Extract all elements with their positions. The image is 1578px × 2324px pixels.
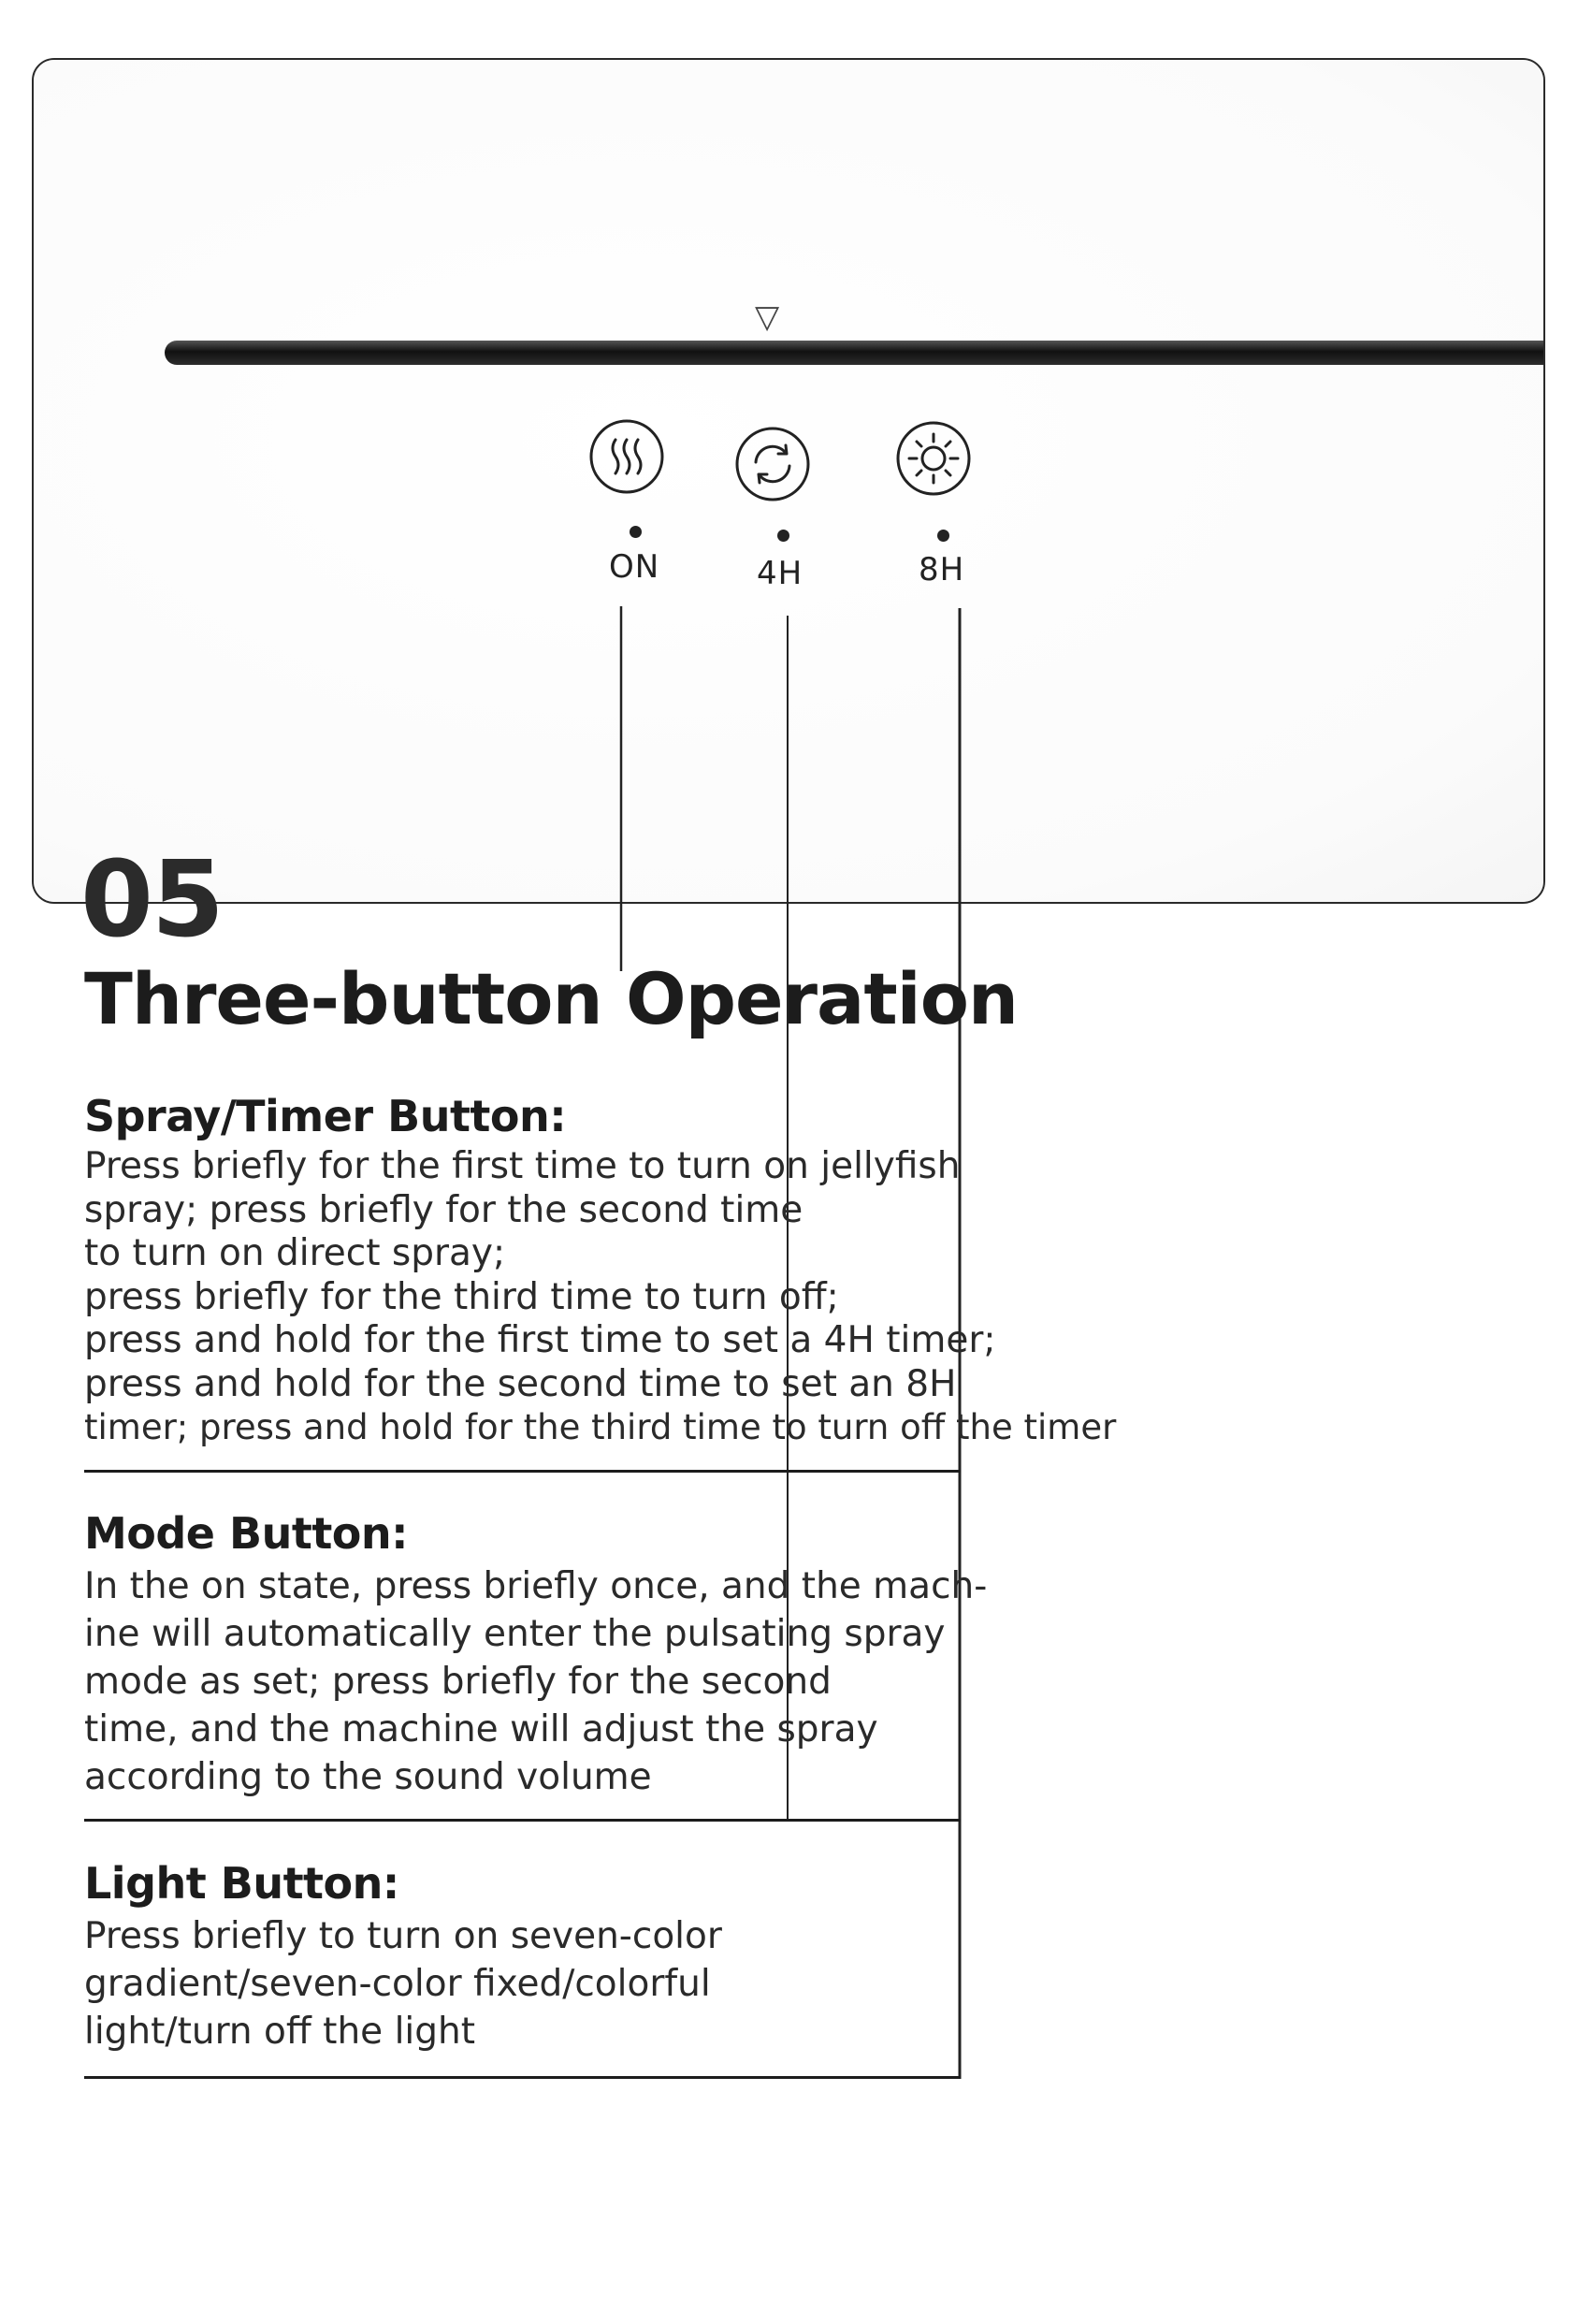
mode-button-label: 4H: [757, 555, 803, 592]
section-line: gradient/seven-color fixed/colorful: [84, 1963, 711, 2005]
section-title: Light Button:: [84, 1858, 399, 1909]
section-line: Press briefly for the first time to turn on jellyfish: [84, 1145, 961, 1187]
section-line: timer; press and hold for the third time to turn off the timer: [84, 1407, 1117, 1447]
section-line: Press briefly to turn on seven-color: [84, 1915, 722, 1957]
spray-waves-icon[interactable]: [587, 417, 666, 496]
section-line: press and hold for the first time to set a 4H timer;: [84, 1319, 996, 1361]
triangle-marker-icon: ▽: [755, 298, 780, 336]
section-line: ine will automatically enter the pulsating spray: [84, 1613, 946, 1655]
light-button-label: 8H: [919, 551, 965, 588]
section-line: mode as set; press briefly for the second: [84, 1661, 832, 1703]
humidifier-seam: [165, 341, 1545, 365]
section-line: time, and the machine will adjust the spray: [84, 1708, 878, 1750]
cycle-arrows-icon[interactable]: [733, 425, 812, 503]
section-title: Spray/Timer Button:: [84, 1091, 567, 1141]
section-line: light/turn off the light: [84, 2011, 476, 2053]
section-divider: [84, 2076, 961, 2079]
spray-timer-section: [84, 1091, 1117, 1450]
section-line: spray; press briefly for the second time: [84, 1188, 803, 1231]
light-section: [84, 1858, 963, 2055]
spray-indicator-dot: [630, 526, 642, 538]
section-line: press and hold for the second time to set an 8H: [84, 1362, 957, 1405]
section-title: Mode Button:: [84, 1508, 409, 1559]
light-indicator-dot: [937, 530, 949, 542]
page-title: Three-button Operation: [84, 957, 1019, 1040]
section-divider: [84, 1819, 961, 1822]
mode-section: [84, 1508, 988, 1801]
section-line: according to the sound volume: [84, 1756, 652, 1798]
section-line: to turn on direct spray;: [84, 1232, 506, 1274]
sun-icon[interactable]: [894, 419, 973, 498]
product-photo-panel: [32, 58, 1545, 904]
section-line: In the on state, press briefly once, and the mach-: [84, 1565, 988, 1607]
spray-button-label: ON: [609, 548, 660, 586]
section-divider: [84, 1470, 961, 1473]
mode-indicator-dot: [777, 530, 789, 542]
section-number: 05: [80, 839, 223, 961]
section-line: press briefly for the third time to turn off;: [84, 1275, 839, 1318]
